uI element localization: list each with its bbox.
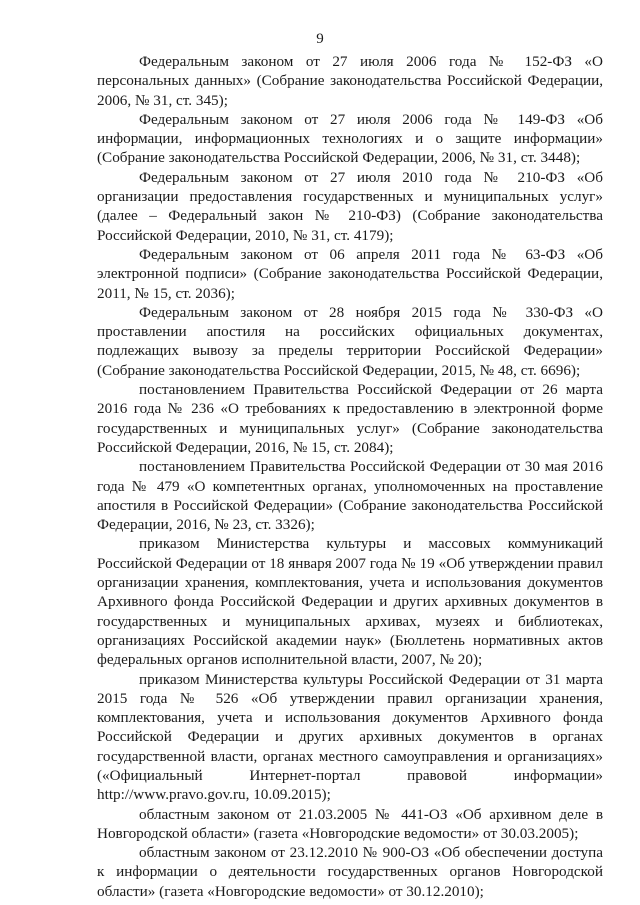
page-number: 9 [316, 31, 324, 47]
paragraph-decree-479: постановлением Правительства Российской Федерации от 30 мая 2016 года № 479 «О компетентных органах, уполномоченных на проставление апостиля в Российской Федерации» (Собрание законодательства Российской Федерации, 2016, № 23, ст. 3326); [97, 458, 603, 534]
legal-basis-list [97, 52, 603, 901]
paragraph-decree-236: постановлением Правительства Российской Федерации от 26 марта 2016 года № 236 «О требованиях к предоставлению в электронной форме государственных и муниципальных услуг» (Собрание законодательства Российской Федерации, 2016, № 15, ст. 2084); [97, 381, 603, 456]
paragraph-regional-law-441-oz: областным законом от 21.03.2005 № 441-ОЗ «Об архивном деле в Новгородской области» (газета «Новгородские ведомости» от 30.03.2005); [97, 805, 603, 842]
paragraph-order-526: приказом Министерства культуры Российской Федерации от 31 марта 2015 года № 526 «Об утверждении правил организации хранения, комплектования, учета и использования документов Архивного фонда Российской Федерации и других архивных документов в органах государственной власти, органах местного самоуправления и организациях» («Официальный Интернет-портал правовой информации» http://www.pravo.gov.ru, 10.09.2015); [97, 670, 603, 804]
paragraph-law-330-fz: Федеральным законом от 28 ноября 2015 года № 330-ФЗ «О проставлении апостиля на российских официальных документах, подлежащих вывозу за пределы территории Российской Федерации» (Собрание законодательства Российской Федерации, 2015, № 48, ст. 6696); [97, 303, 603, 379]
paragraph-law-152-fz: Федеральным законом от 27 июля 2006 года № 152-ФЗ «О персональных данных» (Собрание законодательства Российской Федерации, 2006, № 31, ст. 345); [97, 53, 603, 109]
paragraph-law-210-fz: Федеральным законом от 27 июля 2010 года № 210-ФЗ «Об организации предоставления государственных и муниципальных услуг» (далее – Федеральный закон № 210-ФЗ) (Собрание законодательства Российской Федерации, 2010, № 31, ст. 4179); [97, 168, 603, 244]
paragraph-law-63-fz: Федеральным законом от 06 апреля 2011 года № 63-ФЗ «Об электронной подписи» (Собрание законодательства Российской Федерации, 2011, № 15, ст. 2036); [97, 245, 603, 302]
paragraph-law-149-fz: Федеральным законом от 27 июля 2006 года № 149-ФЗ «Об информации, информационных технологиях и о защите информации» (Собрание законодательства Российской Федерации, 2006, № 31, ст. 3448); [97, 110, 603, 167]
paragraph-order-19: приказом Министерства культуры и массовых коммуникаций Российской Федерации от 18 января 2007 года № 19 «Об утверждении правил организации хранения, комплектования, учета и использования документов Архивного фонда Российской Федерации и других архивных документов в государственных и муниципальных архивах, музеях и библиотеках, организациях Российской академии наук» (Бюллетень нормативных актов федеральных органов исполнительной власти, 2007, № 20); [97, 535, 603, 669]
paragraph-regional-law-900-oz: областным законом от 23.12.2010 № 900-ОЗ «Об обеспечении доступа к информации о деятельности государственных органов Новгородской области» (газета «Новгородские ведомости» от 30.12.2010); [97, 844, 603, 900]
